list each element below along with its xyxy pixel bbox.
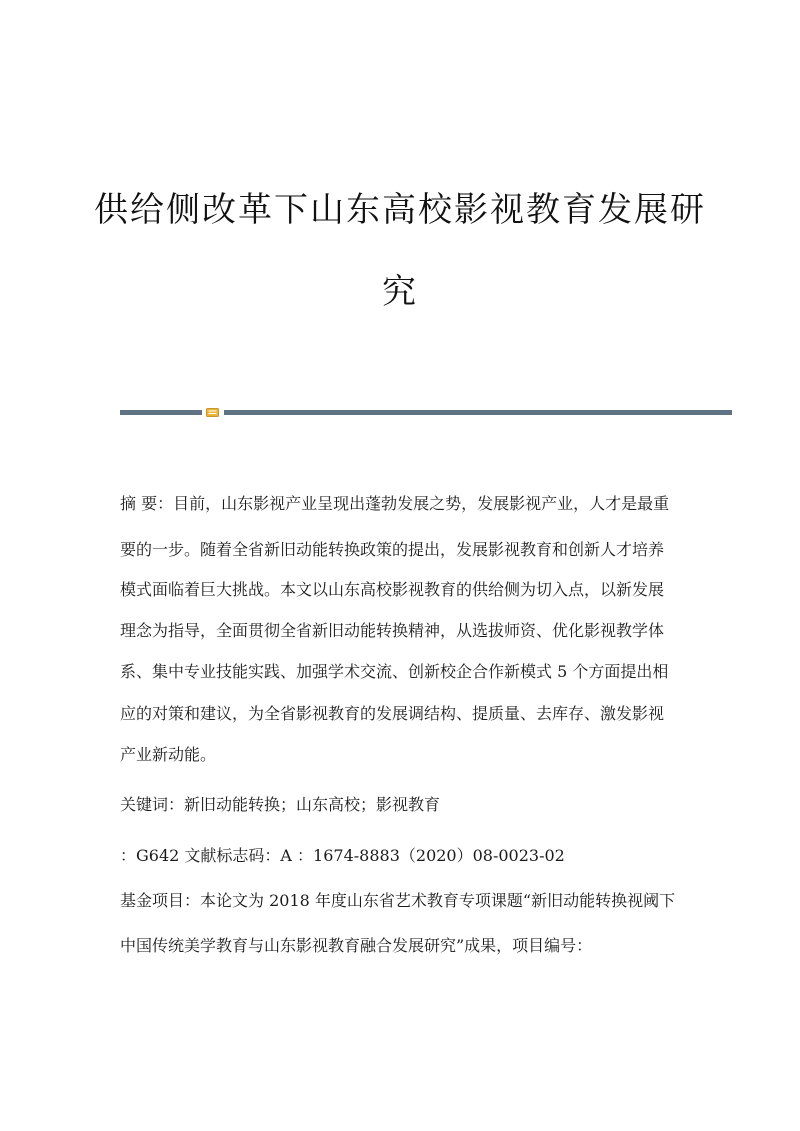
divider-bar-right: [224, 410, 732, 415]
keywords: 关键词：新旧动能转换；山东高校；影视教育: [120, 795, 441, 814]
abstract-line: 模式面临着巨大挑战。本文以山东高校影视教育的供给侧为切入点，以新发展: [120, 580, 665, 599]
document-title-line-2: 究: [382, 272, 418, 312]
title-divider: [120, 408, 732, 418]
fund-line: 中国传统美学教育与山东影视教育融合发展研究”成果，项目编号：: [120, 936, 593, 955]
classification-info: ：G642 文献标志码：A ：1674-8883（2020）08-0023-02: [120, 846, 565, 865]
document-title-line-1: 供给侧改革下山东高校影视教育发展研: [94, 190, 706, 230]
abstract-line: 系、集中专业技能实践、加强学术交流、创新校企合作新模式 5 个方面提出相: [120, 662, 669, 681]
abstract-line: 理念为指导，全面贯彻全省新旧动能转换精神，从选拔师资、优化影视教学体: [120, 621, 665, 640]
abstract-line: 要的一步。随着全省新旧动能转换政策的提出，发展影视教育和创新人才培养: [120, 540, 665, 559]
abstract-line: 摘 要：目前，山东影视产业呈现出蓬勃发展之势，发展影视产业，人才是最重: [120, 494, 670, 513]
abstract-line: 应的对策和建议，为全省影视教育的发展调结构、提质量、去库存、激发影视: [120, 704, 665, 723]
divider-document-icon: [206, 408, 219, 417]
fund-line: 基金项目：本论文为 2018 年度山东省艺术教育专项课题“新旧动能转换视阈下: [120, 891, 676, 910]
divider-bar-left: [120, 410, 202, 415]
abstract-line: 产业新动能。: [120, 745, 217, 764]
